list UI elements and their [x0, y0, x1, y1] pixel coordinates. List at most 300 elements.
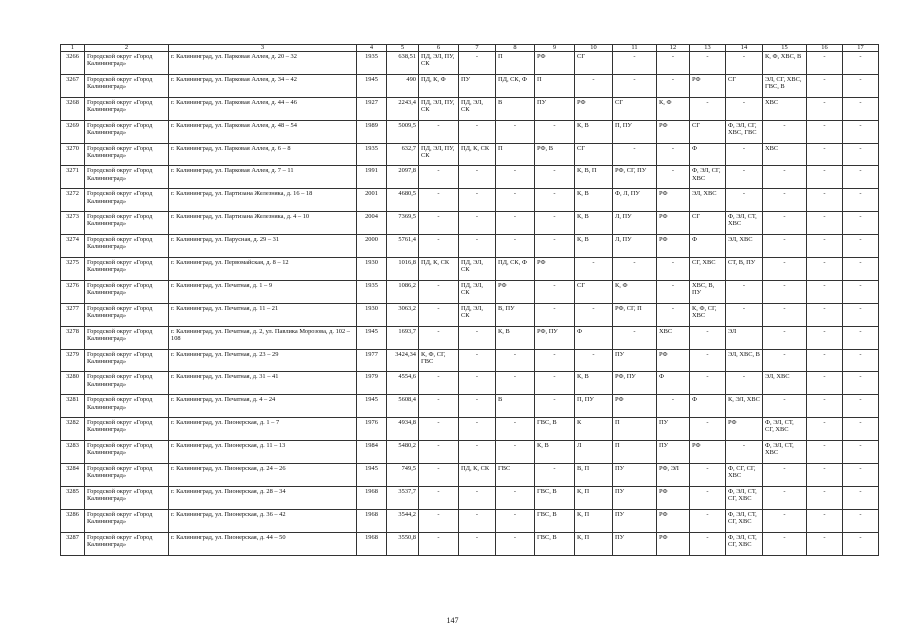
- table-cell: К, Ф: [613, 280, 657, 303]
- column-header: 1: [61, 45, 85, 52]
- table-cell: РФ: [657, 235, 690, 258]
- table-cell: -: [419, 303, 459, 326]
- table-cell: РФ: [496, 280, 535, 303]
- table-cell: РФ: [657, 486, 690, 509]
- table-cell: -: [535, 395, 575, 418]
- table-cell: 1945: [357, 74, 387, 97]
- table-cell: СГ: [575, 143, 613, 166]
- table-cell: СГ: [575, 52, 613, 75]
- table-row: [61, 441, 879, 464]
- table-cell: Городской округ «Город Калининград»: [85, 120, 169, 143]
- table-cell: ГВС, В: [535, 486, 575, 509]
- table-cell: -: [496, 532, 535, 555]
- table-cell: 3276: [61, 280, 85, 303]
- table-cell: СГ: [575, 280, 613, 303]
- table-cell: 3537,7: [387, 486, 419, 509]
- table-cell: Ф, ЭЛ, СТ, ХВС: [726, 212, 763, 235]
- table-cell: Ф: [575, 326, 613, 349]
- table-cell: -: [575, 258, 613, 281]
- table-cell: -: [535, 235, 575, 258]
- table-cell: -: [535, 212, 575, 235]
- table-row: [61, 97, 879, 120]
- table-cell: -: [419, 212, 459, 235]
- table-cell: РФ: [726, 418, 763, 441]
- table-cell: 1945: [357, 464, 387, 487]
- table-cell: -: [843, 349, 879, 372]
- table-cell: Ф: [690, 143, 726, 166]
- table-cell: СГ, ХВС: [690, 258, 726, 281]
- table-cell: 1968: [357, 486, 387, 509]
- table-cell: -: [459, 372, 496, 395]
- table-cell: 3281: [61, 395, 85, 418]
- table-cell: 1977: [357, 349, 387, 372]
- table-cell: -: [807, 486, 843, 509]
- table-cell: СГ: [613, 97, 657, 120]
- table-cell: П, ПУ: [613, 120, 657, 143]
- table-cell: 3277: [61, 303, 85, 326]
- table-cell: -: [613, 143, 657, 166]
- table-cell: -: [419, 166, 459, 189]
- table-cell: -: [459, 189, 496, 212]
- table-cell: г. Калининград, ул. Пионерская, д. 24 – 26: [169, 464, 357, 487]
- table-cell: -: [843, 52, 879, 75]
- table-cell: -: [575, 303, 613, 326]
- table-cell: 3268: [61, 97, 85, 120]
- table-cell: СГ: [690, 120, 726, 143]
- table-cell: РФ: [535, 52, 575, 75]
- table-cell: 3270: [61, 143, 85, 166]
- table-cell: РФ: [657, 120, 690, 143]
- register-table: [60, 44, 879, 556]
- table-cell: ПД, К, Ф: [419, 74, 459, 97]
- table-cell: 1935: [357, 143, 387, 166]
- column-header: 3: [169, 45, 357, 52]
- table-cell: 4554,6: [387, 372, 419, 395]
- table-cell: 3269: [61, 120, 85, 143]
- table-cell: ХВС: [763, 97, 807, 120]
- table-cell: ПД, ЭЛ, ПУ, СК: [419, 143, 459, 166]
- table-cell: К, ЭЛ, ХВС: [726, 395, 763, 418]
- table-cell: Городской округ «Город Калининград»: [85, 464, 169, 487]
- table-cell: -: [690, 464, 726, 487]
- table-cell: РФ, ЭЛ: [657, 464, 690, 487]
- table-cell: -: [575, 349, 613, 372]
- table-cell: 1991: [357, 166, 387, 189]
- table-cell: Городской округ «Город Калининград»: [85, 235, 169, 258]
- table-cell: ПД, К, СК: [459, 464, 496, 487]
- table-row: [61, 258, 879, 281]
- table-cell: -: [807, 97, 843, 120]
- table-cell: -: [807, 326, 843, 349]
- table-cell: Ф, ЭЛ, СТ, СГ, ХВС: [726, 509, 763, 532]
- table-cell: СГ: [690, 212, 726, 235]
- table-cell: -: [807, 303, 843, 326]
- table-cell: 3272: [61, 189, 85, 212]
- table-cell: -: [690, 418, 726, 441]
- table-cell: Городской округ «Город Калининград»: [85, 349, 169, 372]
- table-cell: -: [657, 166, 690, 189]
- table-cell: Городской округ «Город Калининград»: [85, 372, 169, 395]
- table-cell: ГВС, В: [535, 509, 575, 532]
- table-cell: К, В: [575, 235, 613, 258]
- table-cell: -: [763, 235, 807, 258]
- table-cell: Ф: [657, 372, 690, 395]
- table-cell: -: [690, 372, 726, 395]
- table-cell: ПД, ЭЛ, СК: [459, 258, 496, 281]
- table-cell: -: [535, 166, 575, 189]
- table-cell: -: [535, 120, 575, 143]
- table-cell: -: [419, 235, 459, 258]
- table-cell: Ф: [690, 235, 726, 258]
- table-cell: ЭЛ, ХВС: [726, 235, 763, 258]
- table-cell: 3282: [61, 418, 85, 441]
- table-cell: ПД, СК, Ф: [496, 74, 535, 97]
- column-header: 11: [613, 45, 657, 52]
- table-cell: 3550,8: [387, 532, 419, 555]
- table-cell: г. Калининград, ул. Пионерская, д. 44 – 50: [169, 532, 357, 555]
- table-cell: Городской округ «Город Калининград»: [85, 486, 169, 509]
- table-cell: -: [843, 486, 879, 509]
- table-cell: П: [613, 418, 657, 441]
- table-cell: -: [690, 52, 726, 75]
- table-cell: -: [419, 532, 459, 555]
- table-cell: -: [763, 349, 807, 372]
- table-cell: ПД, ЭЛ, СК: [459, 97, 496, 120]
- table-cell: П: [496, 143, 535, 166]
- table-cell: -: [807, 532, 843, 555]
- table-cell: -: [613, 326, 657, 349]
- table-cell: К, П: [575, 532, 613, 555]
- table-cell: Городской округ «Город Калининград»: [85, 280, 169, 303]
- table-cell: -: [763, 395, 807, 418]
- table-cell: -: [535, 280, 575, 303]
- table-cell: РФ: [535, 258, 575, 281]
- table-cell: 3063,2: [387, 303, 419, 326]
- table-cell: -: [419, 280, 459, 303]
- table-cell: -: [763, 258, 807, 281]
- table-cell: Ф, ЭЛ, СГ, ХВС: [690, 166, 726, 189]
- table-cell: ПУ: [613, 464, 657, 487]
- table-cell: -: [613, 258, 657, 281]
- table-cell: -: [690, 509, 726, 532]
- table-row: [61, 326, 879, 349]
- table-cell: ЭЛ, ХВС, В: [726, 349, 763, 372]
- table-cell: -: [657, 303, 690, 326]
- table-cell: Ф, ЭЛ, СТ, СГ, ХВС: [726, 486, 763, 509]
- table-cell: Ф, ЭЛ, СТ, ХВС: [763, 441, 807, 464]
- table-cell: П: [535, 74, 575, 97]
- table-cell: -: [419, 372, 459, 395]
- table-cell: -: [807, 258, 843, 281]
- table-cell: 5608,4: [387, 395, 419, 418]
- table-cell: 1968: [357, 532, 387, 555]
- table-cell: РФ: [690, 74, 726, 97]
- table-cell: -: [613, 52, 657, 75]
- table-cell: -: [496, 486, 535, 509]
- column-header: 5: [387, 45, 419, 52]
- table-cell: РФ: [690, 441, 726, 464]
- table-cell: -: [726, 372, 763, 395]
- table-cell: -: [843, 441, 879, 464]
- table-cell: -: [496, 120, 535, 143]
- table-cell: -: [843, 303, 879, 326]
- table-cell: К, В: [575, 189, 613, 212]
- table-cell: -: [843, 372, 879, 395]
- table-cell: -: [575, 74, 613, 97]
- table-cell: -: [726, 280, 763, 303]
- table-row: [61, 509, 879, 532]
- table-row: [61, 120, 879, 143]
- table-cell: -: [807, 372, 843, 395]
- table-cell: 490: [387, 74, 419, 97]
- table-cell: -: [807, 212, 843, 235]
- table-cell: -: [535, 303, 575, 326]
- table-cell: РФ, ПУ: [613, 372, 657, 395]
- table-cell: -: [459, 441, 496, 464]
- table-cell: ПД, ЭЛ, СК: [459, 303, 496, 326]
- table-cell: К, П: [575, 509, 613, 532]
- table-cell: К, В: [575, 212, 613, 235]
- table-cell: г. Калининград, ул. Пионерская, д. 1 – 7: [169, 418, 357, 441]
- table-cell: -: [807, 189, 843, 212]
- table-body: [61, 52, 879, 556]
- table-cell: -: [459, 395, 496, 418]
- table-cell: 5761,4: [387, 235, 419, 258]
- table-cell: 3279: [61, 349, 85, 372]
- table-cell: -: [763, 120, 807, 143]
- table-cell: ПУ: [657, 441, 690, 464]
- table-row: [61, 189, 879, 212]
- table-cell: -: [807, 441, 843, 464]
- table-cell: -: [459, 509, 496, 532]
- table-cell: -: [763, 166, 807, 189]
- table-cell: -: [690, 532, 726, 555]
- table-cell: -: [807, 464, 843, 487]
- table-cell: Городской округ «Город Калининград»: [85, 166, 169, 189]
- table-cell: К, Ф, СГ, ГВС: [419, 349, 459, 372]
- table-cell: -: [726, 441, 763, 464]
- column-header: 10: [575, 45, 613, 52]
- table-cell: ХВС, В, ПУ: [690, 280, 726, 303]
- table-cell: -: [459, 166, 496, 189]
- table-cell: -: [419, 120, 459, 143]
- table-cell: г. Калининград, ул. Печатная, д. 31 – 41: [169, 372, 357, 395]
- table-cell: г. Калининград, ул. Печатная, д. 11 – 21: [169, 303, 357, 326]
- table-cell: -: [843, 395, 879, 418]
- table-cell: -: [807, 166, 843, 189]
- table-cell: -: [496, 166, 535, 189]
- table-row: [61, 395, 879, 418]
- table-cell: 632,7: [387, 143, 419, 166]
- table-cell: г. Калининград, ул. Парковая Аллея, д. 6 – 8: [169, 143, 357, 166]
- table-cell: ГВС, В: [535, 418, 575, 441]
- table-cell: 1935: [357, 52, 387, 75]
- table-cell: 3284: [61, 464, 85, 487]
- table-cell: -: [690, 326, 726, 349]
- table-cell: 3287: [61, 532, 85, 555]
- table-cell: г. Калининград, ул. Парковая Аллея, д. 44 – 46: [169, 97, 357, 120]
- table-cell: 1930: [357, 258, 387, 281]
- table-cell: -: [807, 418, 843, 441]
- column-header: 17: [843, 45, 879, 52]
- table-cell: 3266: [61, 52, 85, 75]
- table-cell: Л, ПУ: [613, 212, 657, 235]
- table-cell: Городской округ «Город Калининград»: [85, 189, 169, 212]
- table-cell: ХВС: [657, 326, 690, 349]
- table-cell: 2243,4: [387, 97, 419, 120]
- table-cell: -: [763, 189, 807, 212]
- table-cell: -: [657, 143, 690, 166]
- table-cell: 2000: [357, 235, 387, 258]
- table-cell: Городской округ «Город Калининград»: [85, 326, 169, 349]
- table-cell: -: [763, 509, 807, 532]
- page-number: 147: [446, 616, 459, 625]
- table-cell: 4680,5: [387, 189, 419, 212]
- table-cell: -: [763, 532, 807, 555]
- table-cell: 2001: [357, 189, 387, 212]
- table-cell: Городской округ «Город Калининград»: [85, 441, 169, 464]
- table-cell: ПУ: [535, 97, 575, 120]
- table-cell: В, ПУ: [496, 303, 535, 326]
- table-cell: 1968: [357, 509, 387, 532]
- column-header: 6: [419, 45, 459, 52]
- table-cell: ПД, К, СК: [459, 143, 496, 166]
- table-cell: 1693,7: [387, 326, 419, 349]
- table-cell: Ф, СГ, СГ, ХВС: [726, 464, 763, 487]
- table-cell: -: [459, 349, 496, 372]
- table-cell: -: [807, 120, 843, 143]
- table-cell: К, Ф: [657, 97, 690, 120]
- table-row: [61, 143, 879, 166]
- table-cell: 2004: [357, 212, 387, 235]
- table-cell: -: [843, 120, 879, 143]
- table-cell: -: [807, 74, 843, 97]
- table-cell: -: [459, 120, 496, 143]
- table-cell: К: [575, 418, 613, 441]
- table-cell: -: [419, 418, 459, 441]
- table-cell: -: [459, 212, 496, 235]
- table-cell: -: [843, 464, 879, 487]
- column-number-row: [61, 45, 879, 52]
- table-row: [61, 303, 879, 326]
- table-cell: Городской округ «Город Калининград»: [85, 258, 169, 281]
- table-cell: г. Калининград, ул. Печатная, д. 2, ул. Павлика Морозова, д. 102 – 108: [169, 326, 357, 349]
- table-cell: РФ: [657, 189, 690, 212]
- table-cell: Городской округ «Город Калининград»: [85, 395, 169, 418]
- table-cell: -: [535, 372, 575, 395]
- table-cell: -: [535, 189, 575, 212]
- table-cell: -: [726, 52, 763, 75]
- table-cell: 1984: [357, 441, 387, 464]
- table-cell: г. Калининград, ул. Первомайская, д. 8 – 12: [169, 258, 357, 281]
- table-cell: -: [496, 418, 535, 441]
- table-cell: К, В: [575, 120, 613, 143]
- table-cell: 3267: [61, 74, 85, 97]
- table-cell: ПУ: [613, 509, 657, 532]
- table-cell: -: [843, 212, 879, 235]
- table-cell: -: [459, 418, 496, 441]
- table-cell: -: [419, 486, 459, 509]
- table-cell: ПУ: [613, 349, 657, 372]
- table-cell: 1086,2: [387, 280, 419, 303]
- table-cell: 1945: [357, 326, 387, 349]
- table-cell: 3283: [61, 441, 85, 464]
- table-cell: 3274: [61, 235, 85, 258]
- table-cell: 3273: [61, 212, 85, 235]
- table-cell: РФ: [657, 212, 690, 235]
- table-cell: -: [496, 349, 535, 372]
- table-cell: ЭЛ, ХВС: [690, 189, 726, 212]
- table-cell: -: [657, 280, 690, 303]
- table-cell: -: [726, 189, 763, 212]
- table-cell: В: [496, 97, 535, 120]
- table-cell: П, ПУ: [575, 395, 613, 418]
- table-cell: -: [459, 486, 496, 509]
- column-header: 8: [496, 45, 535, 52]
- table-cell: -: [496, 509, 535, 532]
- table-cell: К, В, П: [575, 166, 613, 189]
- table-cell: ЭЛ, ХВС: [763, 372, 807, 395]
- table-cell: ПД, ЭЛ, ПУ, СК: [419, 52, 459, 75]
- table-cell: -: [657, 395, 690, 418]
- table-cell: ПУ: [613, 486, 657, 509]
- table-cell: -: [496, 441, 535, 464]
- table-cell: 1927: [357, 97, 387, 120]
- table-cell: РФ: [575, 97, 613, 120]
- table-cell: г. Калининград, ул. Печатная, д. 1 – 9: [169, 280, 357, 303]
- table-cell: РФ: [613, 395, 657, 418]
- table-cell: 1016,8: [387, 258, 419, 281]
- table-cell: -: [726, 166, 763, 189]
- table-cell: ГВС: [496, 464, 535, 487]
- table-cell: 3424,34: [387, 349, 419, 372]
- table-cell: -: [459, 235, 496, 258]
- table-cell: -: [690, 349, 726, 372]
- table-cell: -: [496, 235, 535, 258]
- table-cell: -: [807, 280, 843, 303]
- table-cell: Ф, ЭЛ, СГ, ХВС, ГВС: [726, 120, 763, 143]
- table-cell: Ф, ЭЛ, СТ, СГ, ХВС: [763, 418, 807, 441]
- table-cell: ЭЛ: [726, 326, 763, 349]
- table-cell: -: [843, 258, 879, 281]
- table-cell: Городской округ «Город Калининград»: [85, 303, 169, 326]
- table-cell: -: [763, 212, 807, 235]
- table-cell: -: [807, 395, 843, 418]
- table-cell: СТ, В, ПУ: [726, 258, 763, 281]
- table-cell: -: [843, 74, 879, 97]
- table-cell: ПД, ЭЛ, СК: [459, 280, 496, 303]
- table-cell: 7369,5: [387, 212, 419, 235]
- table-cell: г. Калининград, ул. Парковая Аллея, д. 34 – 42: [169, 74, 357, 97]
- table-cell: -: [807, 143, 843, 166]
- table-cell: г. Калининград, ул. Пионерская, д. 36 – 42: [169, 509, 357, 532]
- table-cell: ПД, К, СК: [419, 258, 459, 281]
- table-row: [61, 52, 879, 75]
- table-cell: -: [843, 326, 879, 349]
- table-cell: г. Калининград, ул. Партизана Железняка, д. 4 – 10: [169, 212, 357, 235]
- table-cell: -: [763, 464, 807, 487]
- table-cell: СГ: [726, 74, 763, 97]
- table-cell: В, П: [575, 464, 613, 487]
- table-cell: -: [843, 418, 879, 441]
- table-cell: -: [763, 326, 807, 349]
- table-cell: П: [496, 52, 535, 75]
- table-cell: К, Ф, СГ, ХВС: [690, 303, 726, 326]
- table-cell: 3544,2: [387, 509, 419, 532]
- table-row: [61, 486, 879, 509]
- table-cell: -: [535, 464, 575, 487]
- table-cell: К, В: [535, 441, 575, 464]
